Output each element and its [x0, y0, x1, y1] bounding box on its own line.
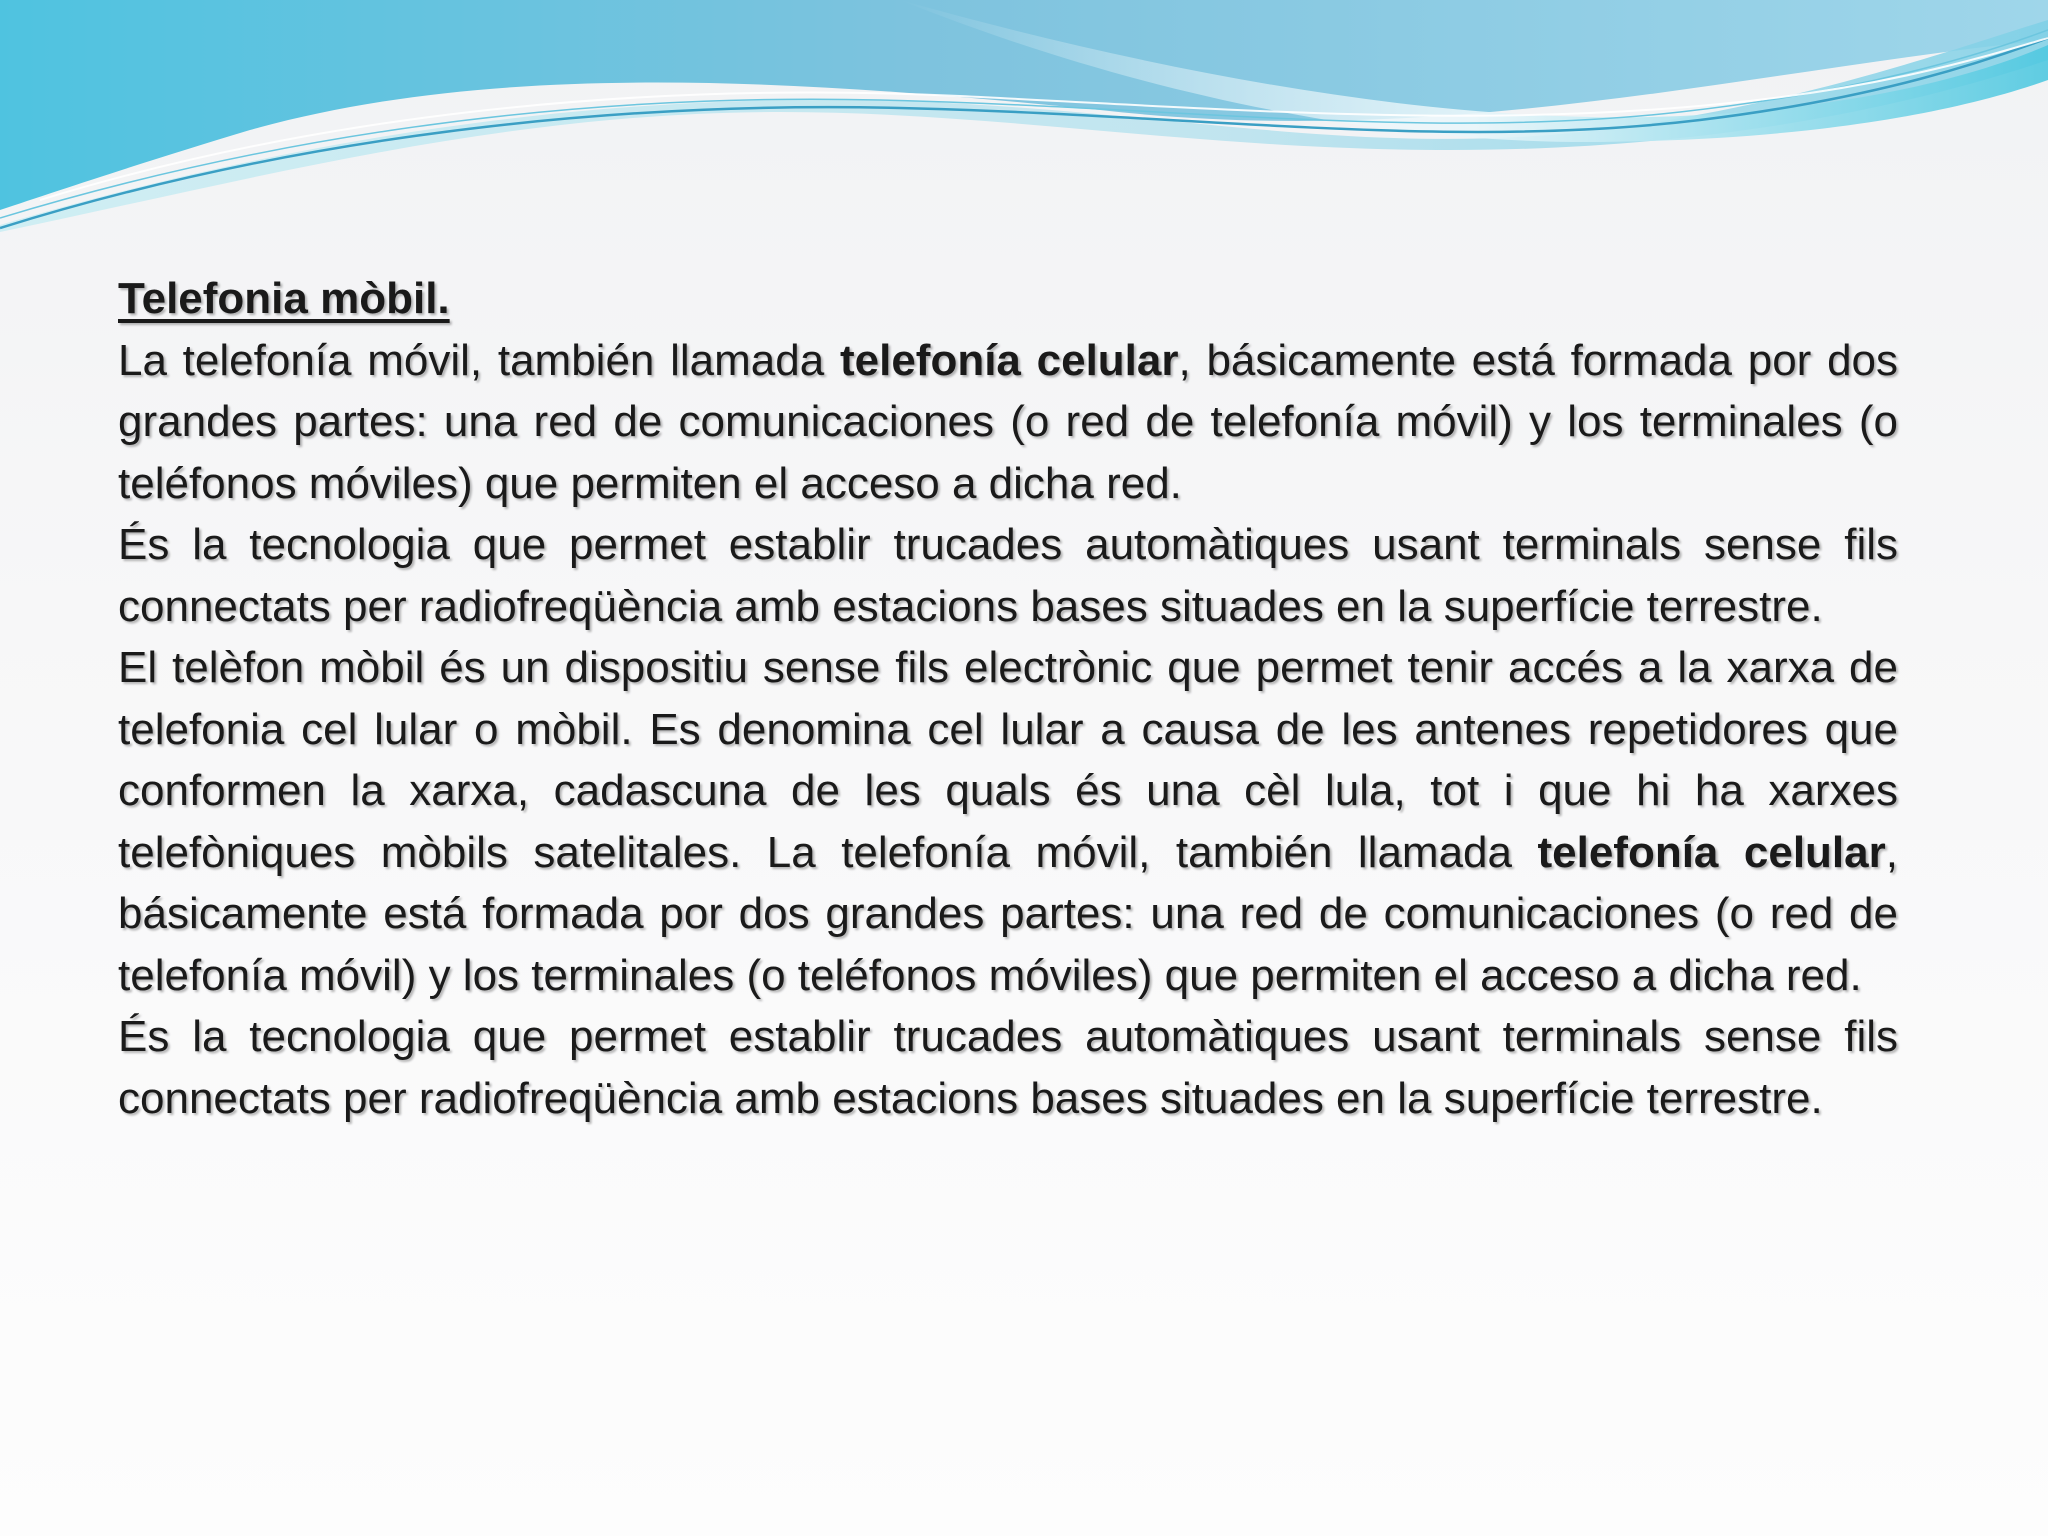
paragraph-2: És la tecnologia que permet establir trucades automàtiques usant terminals sense fils connectats per radiofreqüència amb estacions bases situades en la superfície terrestre.	[118, 520, 1898, 631]
paragraph-3	[118, 637, 1898, 1006]
paragraph-1-text-start: La telefonía móvil, también llamada	[118, 335, 840, 385]
header-wave-decoration	[0, 0, 2048, 240]
paragraph-1-bold-term: telefonía celular	[839, 335, 1179, 385]
paragraph-3-text-end: , básicamente está formada por dos grandes partes: una red de comunicaciones (o red de telefonía móvil) y los terminales (o teléfonos móviles) que permiten el acceso a dicha red.	[118, 827, 1898, 1000]
paragraph-3-bold-term: telefonía celular	[1537, 827, 1886, 877]
slide-title: Telefonia mòbil.	[118, 274, 450, 323]
paragraph-4: És la tecnologia que permet establir trucades automàtiques usant terminals sense fils connectats per radiofreqüència amb estacions bases situades en la superfície terrestre.	[118, 1012, 1898, 1123]
slide-body	[118, 268, 1898, 1129]
paragraph-1	[118, 330, 1898, 515]
paragraph-3-text-start: El telèfon mòbil és un dispositiu sense fils electrònic que permet tenir accés a la xarxa de telefonia cel lular o mòbil. Es denomina cel lular a causa de les antenes repetidores que conformen la xarxa, cadascuna de les quals és una cèl lula, tot i que hi ha xarxes telefòniques mòbils satelitales. La telefonía móvil, también llamada	[118, 643, 1898, 877]
paragraph-1-text-end: , básicamente está formada por dos grandes partes: una red de comunicaciones (o red de telefonía móvil) y los terminales (o teléfonos móviles) que permiten el acceso a dicha red.	[118, 335, 1899, 508]
